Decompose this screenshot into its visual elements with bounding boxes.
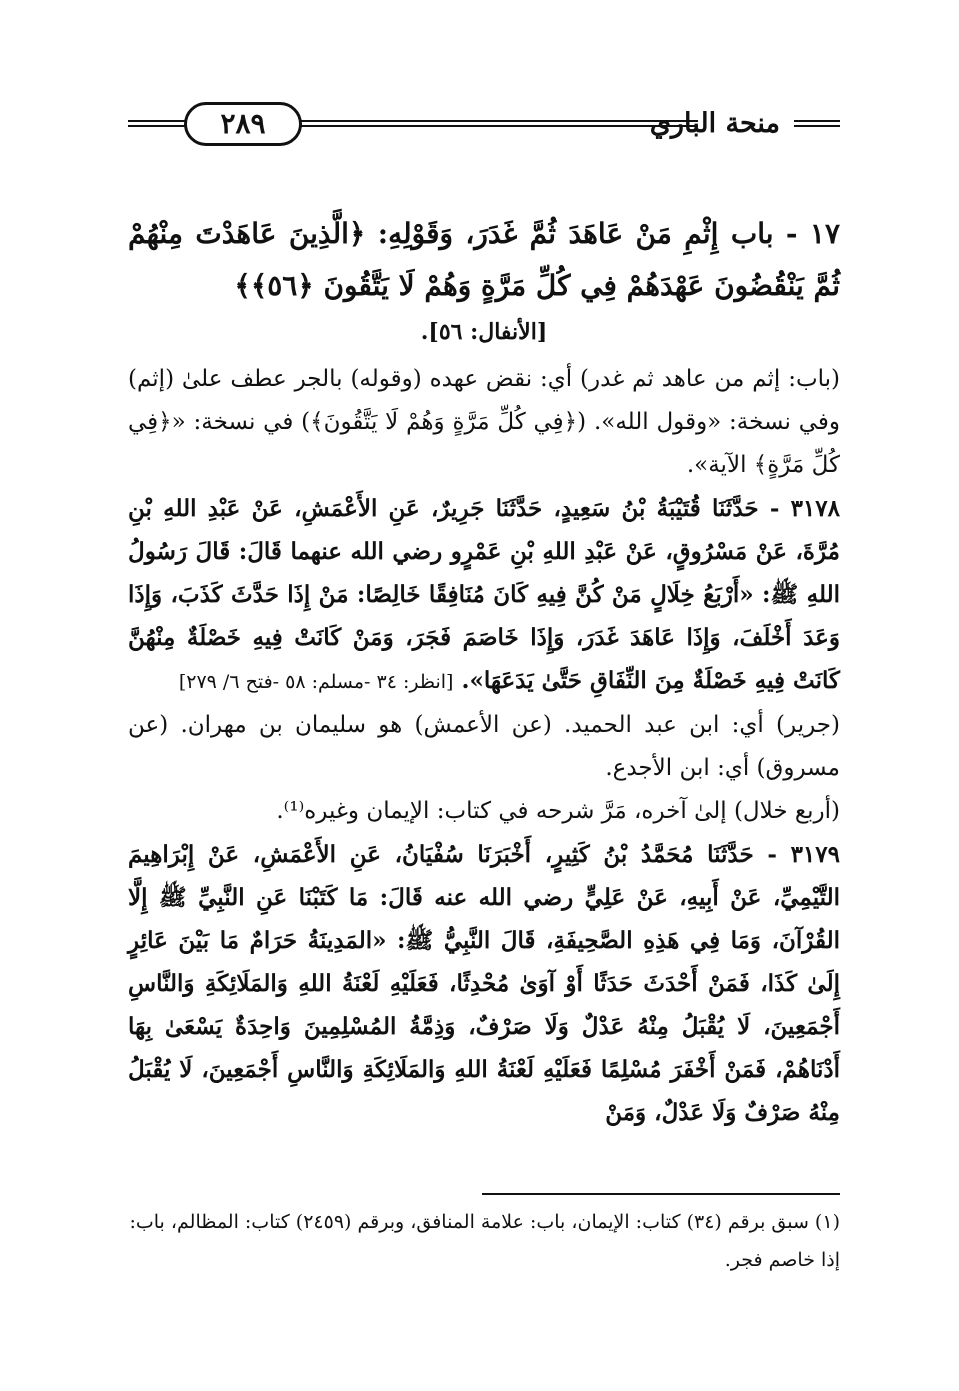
main-text (128, 208, 840, 1134)
hadith-paragraph: ٣١٧٩ - حَدَّثَنَا مُحَمَّدُ بْنُ كَثِيرٍ، أَخْبَرَنَا سُفْيَانُ، عَنِ الأَعْمَشِ، عَنْ إِبْرَاهِيمَ التَّيْمِيِّ، عَنْ أَبِيهِ، عَنْ عَلِيٍّ رضي الله عنه قَالَ: مَا كَتَبْنَا عَنِ النَّبِيِّ ﷺ إِلَّا القُرْآنَ، وَمَا فِي هَذِهِ الصَّحِيفَةِ، قَالَ النَّبِيُّ ﷺ: «المَدِينَةُ حَرَامٌ مَا بَيْنَ عَائِرٍ إِلَىٰ كَذَا، فَمَنْ أَحْدَثَ حَدَثًا أَوْ آوَىٰ مُحْدِثًا، فَعَلَيْهِ لَعْنَةُ اللهِ وَالمَلَائِكَةِ وَالنَّاسِ أَجْمَعِينَ، لَا يُقْبَلُ مِنْهُ عَدْلٌ وَلَا صَرْفٌ، وَذِمَّةُ المُسْلِمِينَ وَاحِدَةٌ يَسْعَىٰ بِهَا أَدْنَاهُمْ، فَمَنْ أَخْفَرَ مُسْلِمًا فَعَلَيْهِ لَعْنَةُ اللهِ وَالمَلَائِكَةِ وَالنَّاسِ أَجْمَعِينَ، لَا يُقْبَلُ مِنْهُ صَرْفٌ وَلَا عَدْلٌ، وَمَنْ (128, 841, 840, 1126)
running-title: منحة الباري (649, 108, 780, 139)
commentary-paragraph: (باب: إثم من عاهد ثم غدر) أي: نقض عهده (وقوله) بالجر عطف علىٰ (إثم) وفي نسخة: «وقول الله». (﴿فِي كُلِّ مَرَّةٍ وَهُمْ لَا يَتَّقُونَ﴾) في نسخة: «﴿فِي كُلِّ مَرَّةٍ﴾ الآية». (128, 366, 840, 478)
footnote: (١) سبق برقم (٣٤) كتاب: الإيمان، باب: علامة المنافق، وبرقم (٢٤٥٩) كتاب: المظالم، باب: إذا خاصم فجر. (129, 1211, 840, 1271)
hadith-text: ٣١٧٨ - حَدَّثَنَا قُتَيْبَةُ بْنُ سَعِيدٍ، حَدَّثَنَا جَرِيرٌ، عَنِ الأَعْمَشِ، عَنْ عَبْدِ اللهِ بْنِ مُرَّةَ، عَنْ مَسْرُوقٍ، عَنْ عَبْدِ اللهِ بْنِ عَمْرٍو رضي الله عنهما قَالَ: قَالَ رَسُولُ اللهِ ﷺ: «أَرْبَعُ خِلَالٍ مَنْ كُنَّ فِيهِ كَانَ مُنَافِقًا خَالِصًا: مَنْ إِذَا حَدَّثَ كَذَبَ، وَإِذَا وَعَدَ أَخْلَفَ، وَإِذَا عَاهَدَ غَدَرَ، وَإِذَا خَاصَمَ فَجَرَ، وَمَنْ كَانَتْ فِيهِ خَصْلَةٌ مِنْهُنَّ كَانَتْ فِيهِ خَصْلَةٌ مِنَ النِّفَاقِ حَتَّىٰ يَدَعَهَا». (128, 495, 840, 694)
commentary-paragraph: (جرير) أي: ابن عبد الحميد. (عن الأعمش) هو سليمان بن مهران. (عن مسروق) أي: ابن الأجدع. (128, 712, 840, 781)
footnote-divider (482, 1193, 840, 1195)
header-rule-short (794, 120, 840, 132)
hadith-paragraph (128, 487, 840, 704)
hadith-reference: [انظر: ٣٤ -مسلم: ٥٨ -فتح ٦/ ٢٧٩] (178, 671, 454, 693)
page-header (128, 96, 840, 156)
commentary-paragraph: (أربع خلال) إلىٰ آخره، مَرَّ شرحه في كتاب: الإيمان وغيره⁽¹⁾. (276, 798, 840, 824)
page-number-badge: ٢٨٩ (184, 102, 302, 146)
chapter-reference: [الأنفال: ٥٦]. (420, 319, 548, 345)
chapter-heading: ١٧ - باب إِثْمِ مَنْ عَاهَدَ ثُمَّ غَدَرَ، وَقَوْلِهِ: ﴿الَّذِينَ عَاهَدْتَ مِنْهُمْ ثُمَّ يَنْقُضُونَ عَهْدَهُمْ فِي كُلِّ مَرَّةٍ وَهُمْ لَا يَتَّقُونَ ﴿٥٦﴾﴾ (128, 217, 840, 302)
